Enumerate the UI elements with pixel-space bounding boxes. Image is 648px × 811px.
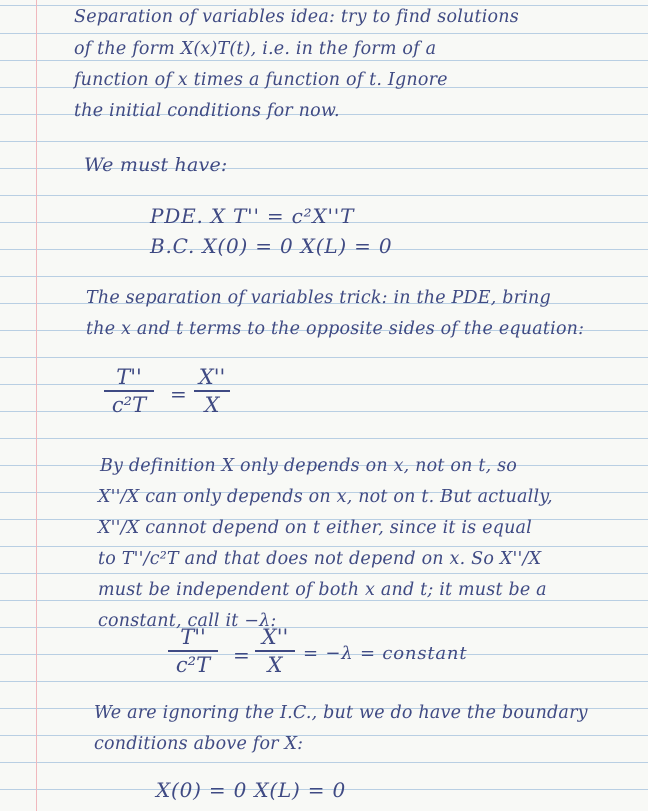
definition-line-4: to T''/c²T and that does not depend on x. So X''/X [98, 549, 542, 569]
definition-line-1: By definition X only depends on x, not on t, so [100, 456, 518, 476]
fraction-bar [168, 650, 218, 652]
must-have-text: We must have: [84, 154, 228, 176]
definition-line-5: must be independent of both x and t; it must be a [98, 580, 547, 600]
definition-line-2: X''/X can only depends on x, not on t. But actually, [98, 487, 553, 507]
fraction-right-1 [194, 366, 230, 416]
definition-line-3: X''/X cannot depend on t either, since it is equal [98, 518, 532, 538]
intro-line-2: of the form X(x)T(t), i.e. in the form of a [74, 39, 437, 59]
trick-line-2: the x and t terms to the opposite sides of the equation: [86, 319, 585, 339]
fraction-denominator: c²T [111, 392, 147, 417]
fraction-left-1 [104, 366, 154, 416]
final-boundary-conditions: X(0) = 0 X(L) = 0 [156, 778, 347, 802]
ignoring-line-2: conditions above for X: [94, 734, 304, 754]
equals-sign-1: = [170, 382, 188, 406]
fraction-left-2 [168, 626, 218, 676]
pde-equation: PDE. X T'' = c²X''T [150, 204, 355, 228]
margin-line [36, 0, 37, 811]
fraction-denominator: X [204, 392, 220, 417]
fraction-numerator: T'' [116, 365, 142, 389]
fraction-denominator: X [267, 652, 283, 677]
intro-line-1: Separation of variables idea: try to find solutions [74, 7, 519, 27]
equals-sign-2: = [233, 643, 251, 667]
fraction-bar [255, 650, 295, 652]
fraction-bar [104, 390, 154, 392]
fraction-denominator: c²T [175, 652, 211, 677]
definition-line-6: constant, call it −λ: [98, 611, 277, 631]
fraction-numerator: X'' [198, 365, 226, 389]
intro-line-3: function of x times a function of t. Ignore [74, 70, 448, 90]
bc-equation: B.C. X(0) = 0 X(L) = 0 [150, 234, 393, 258]
constant-equation: = −λ = constant [303, 643, 468, 664]
ignoring-line-1: We are ignoring the I.C., but we do have the boundary [94, 703, 588, 723]
trick-line-1: The separation of variables trick: in the PDE, bring [86, 288, 551, 308]
fraction-numerator: T'' [180, 625, 206, 649]
fraction-numerator: X'' [261, 625, 289, 649]
fraction-bar [194, 390, 230, 392]
fraction-right-2 [255, 626, 295, 676]
intro-line-4: the initial conditions for now. [74, 101, 340, 121]
